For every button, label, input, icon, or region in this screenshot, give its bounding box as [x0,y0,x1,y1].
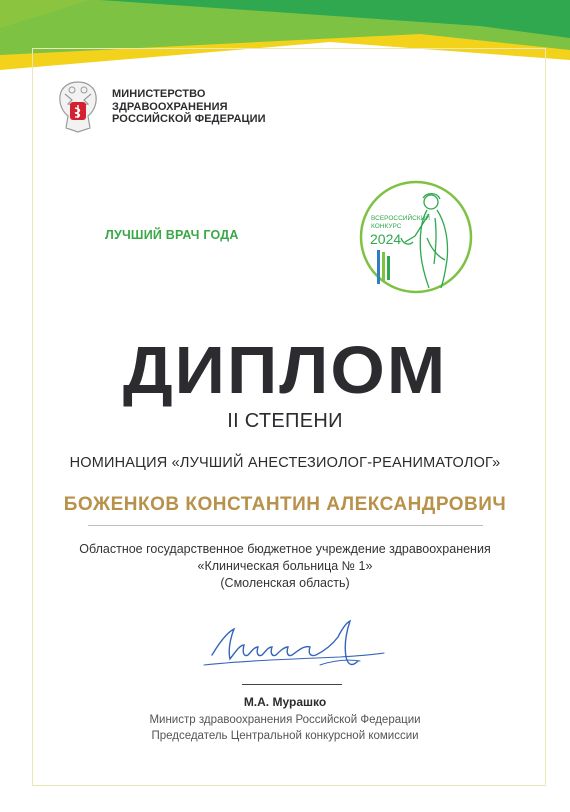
institution-line-3: (Смоленская область) [220,576,350,590]
signer-role-line-1: Министр здравоохранения Российской Федерации [149,714,421,726]
institution [0,541,570,592]
nomination: НОМИНАЦИЯ «ЛУЧШИЙ АНЕСТЕЗИОЛОГ-РЕАНИМАТОЛОГ» [69,455,501,471]
institution-line-1: Областное государственное бюджетное учреждение здравоохранения [79,542,491,556]
divider [88,525,483,526]
logo-year: 2024 [370,231,402,247]
signer-role-line-2: Председатель Центральной конкурсной комиссии [151,730,419,742]
ministry-emblem-icon [52,78,104,136]
contest-label: ЛУЧШИЙ ВРАЧ ГОДА [105,228,239,242]
signature-line [242,684,342,685]
logo-text-line-1: ВСЕРОССИЙСКИЙ [371,215,430,222]
logo-text-line-2: КОНКУРС [371,223,402,230]
recipient-name: БОЖЕНКОВ КОНСТАНТИН АЛЕКСАНДРОВИЧ [63,494,507,515]
ministry-name [112,88,292,126]
handwritten-signature [200,615,390,685]
diploma-title: ДИПЛОМ [122,332,448,408]
signer-name: М.А. Мурашко [243,695,327,709]
signer-role [0,712,570,744]
contest-logo [357,178,475,296]
diploma-degree: II СТЕПЕНИ [227,410,343,432]
institution-line-2: «Клиническая больница № 1» [197,559,373,573]
ministry-header [52,78,292,136]
ministry-line-1: МИНИСТЕРСТВО [112,88,206,101]
ministry-line-3: РОССИЙСКОЙ ФЕДЕРАЦИИ [112,113,266,126]
ministry-line-2: ЗДРАВООХРАНЕНИЯ [112,100,228,113]
